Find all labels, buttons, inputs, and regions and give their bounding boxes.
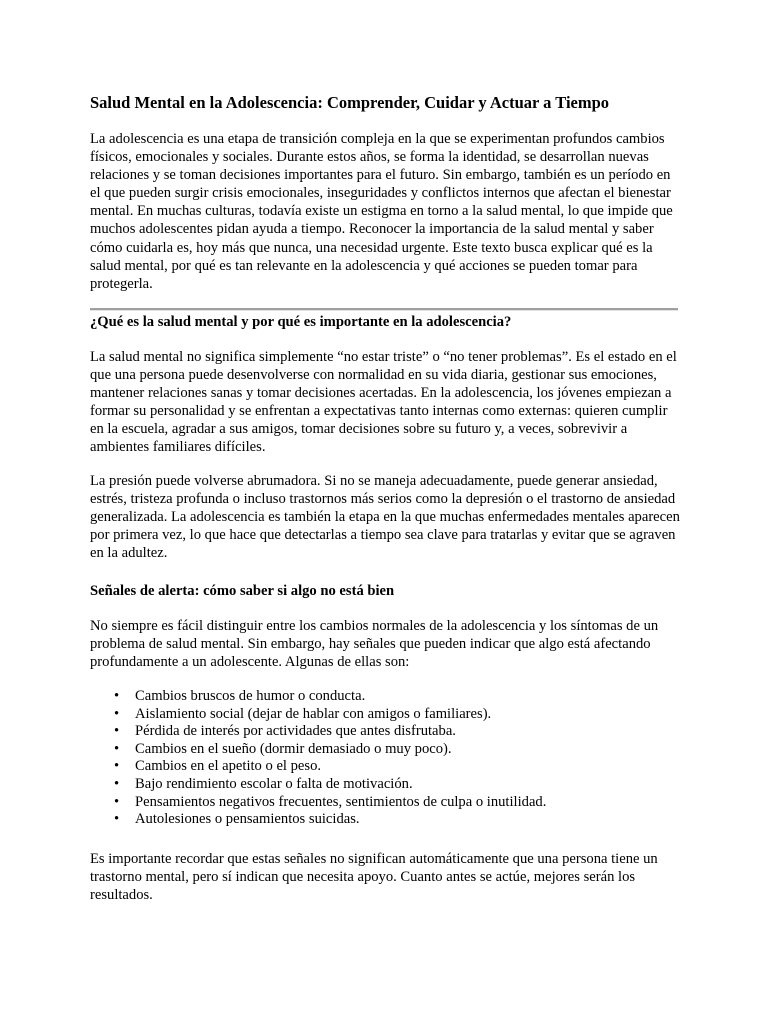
bullet-icon: •	[114, 723, 120, 740]
section1-paragraph-2: La presión puede volverse abrumadora. Si no se maneja adecuadamente, puede generar ansiedad, estrés, tristeza profunda o incluso trastornos más serios como la depresión o el trastorno de ansiedad generalizada. La adolescencia es también la etapa en la que muchas enfermedades mentales aparecen por primera vez, lo que hace que detectarlas a tiempo sea clave para tratarlas y evitar que se agraven en la adultez.	[90, 473, 680, 562]
warning-signs-list	[90, 688, 546, 829]
list-item: • Pensamientos negativos frecuentes, sentimientos de culpa o inutilidad.	[114, 793, 547, 810]
section-divider	[90, 308, 678, 311]
list-item: • Cambios en el apetito o el peso.	[114, 758, 322, 775]
list-item: • Autolesiones o pensamientos suicidas.	[114, 811, 360, 828]
section2-paragraph-1: No siempre es fácil distinguir entre los cambios normales de la adolescencia y los síntomas de un problema de salud mental. Sin embargo, hay señales que pueden indicar que algo está afectando profundamente a un adolescente. Algunas de ellas son:	[90, 618, 659, 671]
section2-paragraph-2: Es importante recordar que estas señales no significan automáticamente que una persona tiene un trastorno mental, pero sí indican que necesita apoyo. Cuanto antes se actúe, mejores serán los resultados.	[90, 851, 658, 904]
bullet-icon: •	[114, 688, 120, 704]
document-title: Salud Mental en la Adolescencia: Comprender, Cuidar y Actuar a Tiempo	[90, 93, 610, 112]
list-item: • Cambios bruscos de humor o conducta.	[114, 688, 366, 704]
bullet-icon: •	[114, 740, 120, 757]
list-item: • Bajo rendimiento escolar o falta de motivación.	[114, 775, 413, 792]
bullet-icon: •	[114, 793, 120, 810]
bullet-icon: •	[114, 758, 120, 775]
bullet-icon: •	[114, 705, 120, 722]
section2-heading: Señales de alerta: cómo saber si algo no está bien	[90, 583, 395, 599]
section1-heading: ¿Qué es la salud mental y por qué es importante en la adolescencia?	[90, 314, 512, 330]
list-item: • Cambios en el sueño (dormir demasiado o muy poco).	[114, 740, 452, 757]
section1-paragraph-1: La salud mental no significa simplemente “no estar triste” o “no tener problemas”. Es el estado en el que una persona puede desenvolverse con normalidad en su vida diaria, gestionar sus emociones, mantener relaciones sanas y tomar decisiones acertadas. En la adolescencia, los jóvenes empiezan a formar su personalidad y se enfrentan a expectativas tanto internas como externas: quieren cumplir en la escuela, agradar a sus amigos, tomar decisiones sobre su futuro y, a veces, sobrevivir a ambientes familiares difíciles.	[90, 349, 677, 456]
intro-paragraph: La adolescencia es una etapa de transición compleja en la que se experimentan profundos cambios físicos, emocionales y sociales. Durante estos años, se forma la identidad, se desarrollan nuevas relaciones y se toman decisiones importantes para el futuro. Sin embargo, también es un período en el que pueden surgir crisis emocionales, inseguridades y conflictos internos que afectan el bienestar mental. En muchas culturas, todavía existe un estigma en torno a la salud mental, lo que impide que muchos adolescentes pidan ayuda a tiempo. Reconocer la importancia de la salud mental y saber cómo cuidarla es, hoy más que nunca, una necesidad urgente. Este texto busca explicar qué es la salud mental, por qué es tan relevante en la adolescencia y qué acciones se pueden tomar para protegerla.	[90, 131, 673, 292]
bullet-icon: •	[114, 775, 120, 792]
list-item: • Pérdida de interés por actividades que antes disfrutaba.	[114, 723, 456, 740]
list-item: • Aislamiento social (dejar de hablar con amigos o familiares).	[114, 705, 492, 722]
bullet-icon: •	[114, 811, 120, 828]
